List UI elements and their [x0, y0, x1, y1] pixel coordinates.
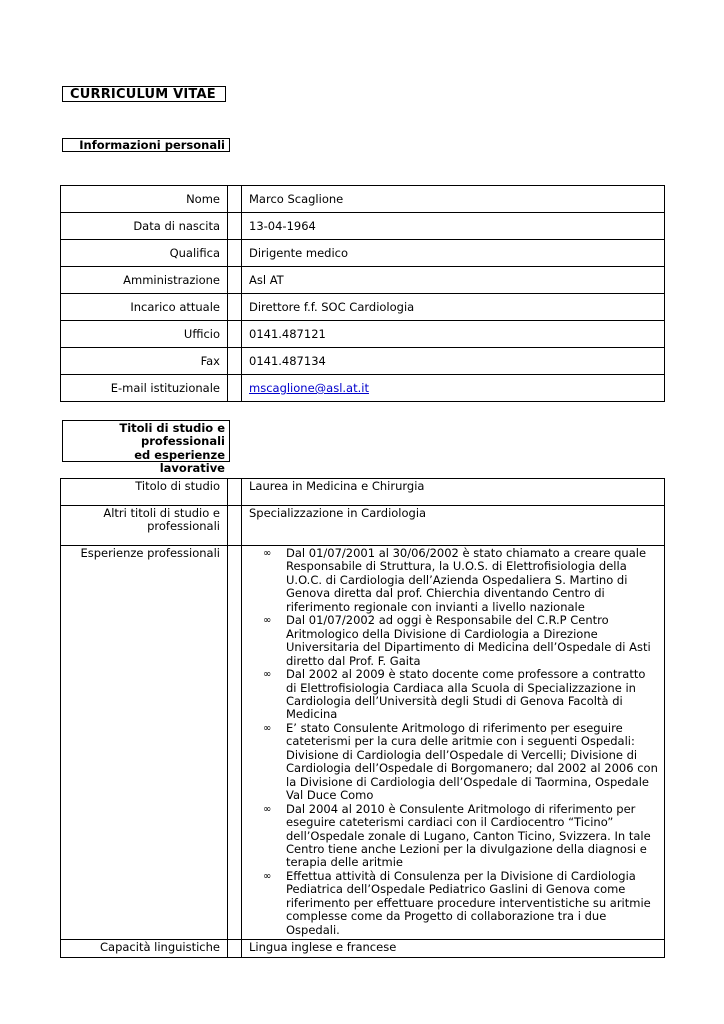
row-email	[61, 375, 665, 402]
list-item: ∞ Dal 01/07/2001 al 30/06/2002 è stato chiamato a creare quale Responsabile di Struttura, la U.O.S. di Elettrofisiologia della U.O.C. di Cardiologia dell’Azienda Ospedaliera S. Martino di Genova diretta dal prof. Chierchia diventando Centro di riferimento regionale con invianti a livello nazionale	[263, 546, 647, 614]
row-altri-titoli	[61, 506, 665, 546]
value-titolo: Laurea in Medicina e Chirurgia	[242, 479, 665, 506]
experience-list	[242, 547, 664, 937]
row-qualifica	[61, 240, 665, 267]
list-item: ∞ Dal 2004 al 2010 è Consulente Aritmologo di riferimento per eseguire cateterismi cardiaci con il Cardiocentro “Ticino” dell’Ospedale zonale di Lugano, Canton Ticino, Svizzera. In tale Centro tiene anche Lezioni per la divulgazione della diagnosi e terapia delle aritmie	[263, 801, 651, 870]
label-fax: Fax	[61, 348, 228, 375]
row-ufficio	[61, 321, 665, 348]
value-amministrazione: Asl AT	[242, 267, 665, 294]
row-lingue	[61, 940, 665, 957]
list-item: ∞ Effettua attività di Consulenza per la Divisione di Cardiologia Pediatrica dell’Ospedale Pediatrico Gaslini di Genova come riferimento per effettuare procedure interventistiche su aritmie complesse come da Progetto di collaborazione tra i due Ospedali.	[263, 868, 651, 937]
value-altri-titoli: Specializzazione in Cardiologia	[242, 506, 665, 546]
section2-line2: professionali	[141, 434, 225, 449]
value-incarico: Direttore f.f. SOC Cardiologia	[242, 294, 665, 321]
label-altri-titoli: Altri titoli di studio e professionali	[61, 506, 228, 546]
label-amministrazione: Amministrazione	[61, 267, 228, 294]
studies-table	[60, 478, 665, 958]
value-data-nascita: 13-04-1964	[242, 213, 665, 240]
label-nome: Nome	[61, 186, 228, 213]
infinity-bullet-icon: ∞	[263, 722, 272, 734]
label-titolo: Titolo di studio	[61, 479, 228, 506]
row-incarico	[61, 294, 665, 321]
infinity-bullet-icon: ∞	[263, 803, 272, 815]
row-titolo	[61, 479, 665, 506]
list-item: ∞ E’ stato Consulente Aritmologo di riferimento per eseguire cateterismi per la cura delle aritmie con i seguenti Ospedali: Divisione di Cardiologia dell’Ospedale di Vercelli; Divisione di Cardiologia dell’Ospedale di Borgomanero; dal 2002 al 2006 con la Divisione di Cardiologia dell’Ospedale di Taormina, Ospedale Val Duce Como	[263, 720, 658, 803]
label-email: E-mail istituzionale	[61, 375, 228, 402]
label-incarico: Incarico attuale	[61, 294, 228, 321]
label-ufficio: Ufficio	[61, 321, 228, 348]
list-item: ∞ Dal 01/07/2002 ad oggi è Responsabile del C.R.P Centro Aritmologico della Divisione di Cardiologia a Direzione Universitaria del Dipartimento di Medicina dell’Ospedale di Asti diretto dal Prof. F. Gaita	[263, 613, 651, 668]
value-ufficio: 0141.487121	[242, 321, 665, 348]
list-item: ∞ Dal 2002 al 2009 è stato docente come professore a contratto di Elettrofisiologia Cardiaca alla Scuola di Specializzazione in Cardiologia dell’Università degli Studi di Genova Facoltà di Medicina	[263, 667, 646, 722]
section-header-personal: Informazioni personali	[62, 138, 230, 152]
label-qualifica: Qualifica	[61, 240, 228, 267]
value-lingue: Lingua inglese e francese	[242, 940, 665, 957]
value-qualifica: Dirigente medico	[242, 240, 665, 267]
infinity-bullet-icon: ∞	[263, 870, 272, 882]
section2-line3: ed esperienze lavorative	[134, 447, 225, 476]
personal-info-table	[60, 185, 665, 402]
cv-title: CURRICULUM VITAE	[62, 86, 226, 102]
row-amministrazione	[61, 267, 665, 294]
row-data-nascita	[61, 213, 665, 240]
section-header-studies	[62, 420, 230, 476]
email-link[interactable]: mscaglione@asl.at.it	[249, 381, 369, 395]
infinity-bullet-icon: ∞	[263, 548, 272, 559]
label-lingue: Capacità linguistiche	[61, 940, 228, 957]
row-fax	[61, 348, 665, 375]
label-data-nascita: Data di nascita	[61, 213, 228, 240]
value-nome: Marco Scaglione	[242, 186, 665, 213]
section2-line1: Titoli di studio e	[119, 421, 225, 435]
infinity-bullet-icon: ∞	[263, 615, 272, 627]
row-nome	[61, 186, 665, 213]
row-esperienze	[61, 546, 665, 940]
label-esperienze: Esperienze professionali	[61, 546, 228, 940]
infinity-bullet-icon: ∞	[263, 669, 272, 681]
value-fax: 0141.487134	[242, 348, 665, 375]
